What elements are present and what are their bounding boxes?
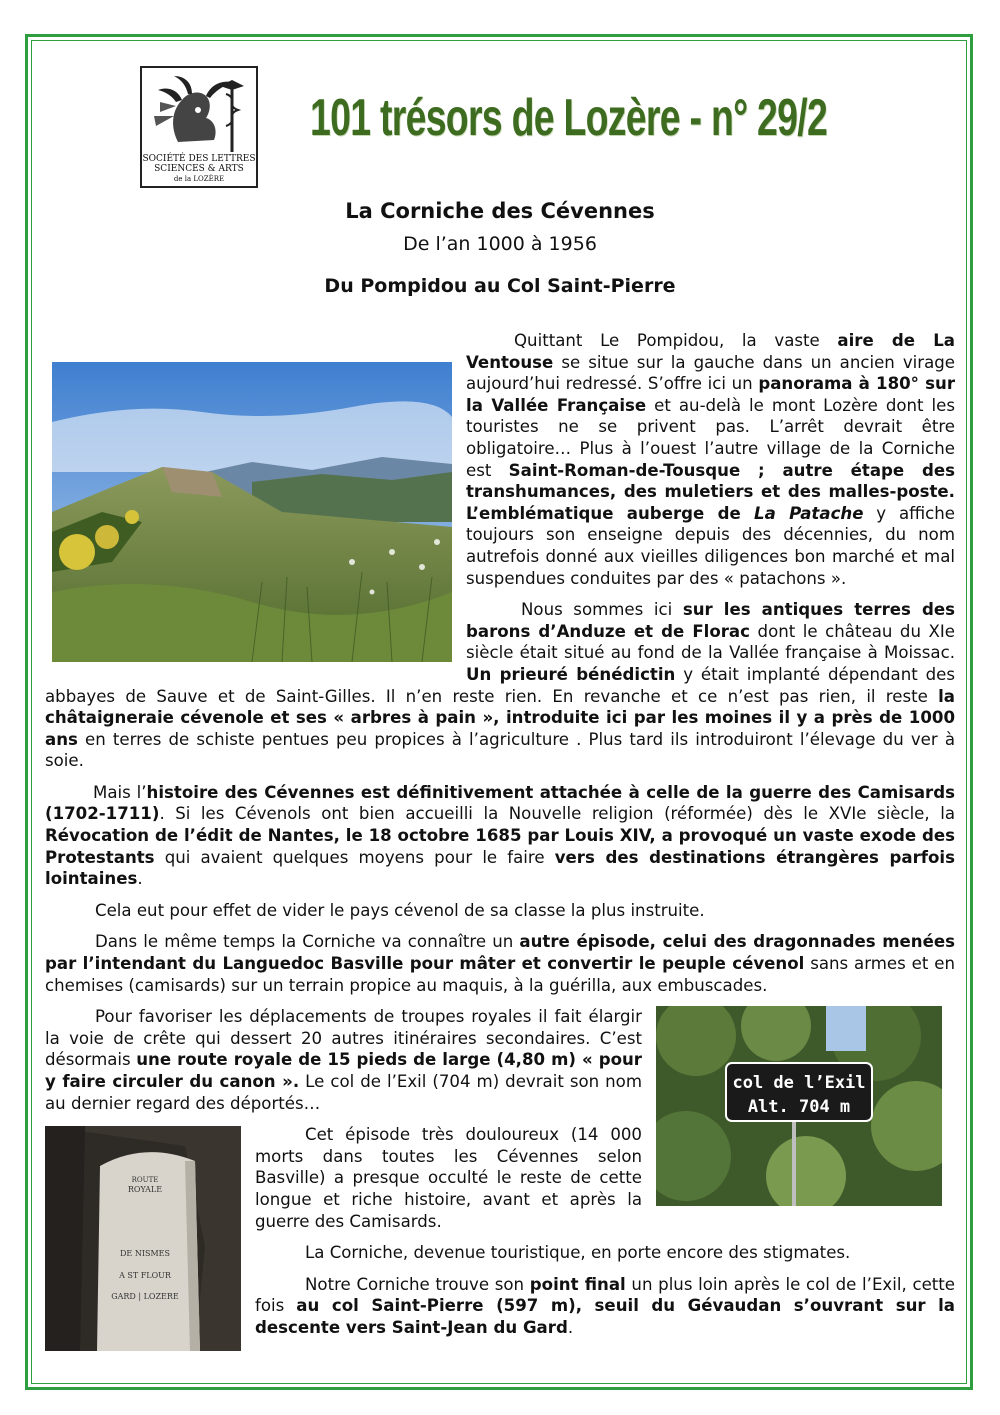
text-run: un plus loin après le col de l’Exil, cette fois <box>255 1274 955 1316</box>
stone-text-5: GARD | LOZERE <box>111 1292 179 1302</box>
text-run: une route royale de 15 pieds de large (4,80 m) « pour y faire circuler du canon ». <box>45 1050 642 1091</box>
text-run: panorama à 180° sur la Vallée Française <box>466 374 955 415</box>
text-run: Quittant Le Pompidou, la vaste <box>514 331 838 350</box>
paragraph-4 <box>45 900 955 922</box>
text-run: se situe sur la gauche dans un ancien virage aujourd’hui redressé. S’offre ici un <box>466 352 955 394</box>
text-run: au col Saint-Pierre (597 m), seuil du Gévaudan s’ouvrant sur la descente vers Saint-Jean du Gard <box>255 1296 955 1337</box>
photo-route-royale-stone <box>45 1126 241 1351</box>
paragraph-5 <box>45 931 955 996</box>
text-run: Révocation de l’édit de Nantes, le 18 octobre 1685 par Louis XIV, a provoqué un vaste exode des Protestants <box>45 826 955 867</box>
text-run: Le col de l’Exil (704 m) devrait son nom au dernier regard des déportés… <box>45 1072 642 1113</box>
article-title: La Corniche des Cévennes <box>345 199 655 223</box>
society-logo <box>140 66 258 188</box>
section-title: Du Pompidou au Col Saint-Pierre <box>324 275 676 297</box>
paragraph-3 <box>45 782 955 890</box>
stone-text-4: A ST FLOUR <box>119 1271 171 1281</box>
text-run: . <box>137 869 143 889</box>
text-run: La Patache <box>754 503 864 523</box>
text-run: point final <box>529 1274 626 1294</box>
article-body <box>45 330 955 1351</box>
logo-text-line: SOCIÉTÉ DES LETTRES <box>142 154 256 164</box>
text-run: Mais l’ <box>93 782 147 802</box>
text-run: dont le château du XIe siècle était situé au fond de la Vallée française à Moissac. <box>466 621 956 663</box>
photo-col-de-l-exil <box>656 1006 942 1206</box>
col-sign-line1: col de l’Exil <box>732 1073 866 1094</box>
text-run: la châtaigneraie cévenole et ses « arbres à pain », introduite ici par les moines il y a près de 1000 ans <box>45 686 955 749</box>
text-run: Nous sommes ici <box>521 600 683 620</box>
text-run: aire de La Ventouse <box>466 331 955 372</box>
text-run: Cet épisode très douloureux (14 000 morts dans toutes les Cévennes selon Basville) a presque occulté le reste de cette longue et riche histoire, avant et après la guerre des Camisards. <box>255 1125 642 1231</box>
text-run: sans armes et en chemises (camisards) sur un terrain propice au maquis, à la guérilla, aux embuscades. <box>45 954 955 995</box>
text-run: Cela eut pour effet de vider le pays cévenol de sa classe la plus instruite. <box>95 900 705 920</box>
text-run: Notre Corniche trouve son <box>305 1274 530 1294</box>
text-run: y affiche toujours son enseigne depuis des décennies, du nom autrefois donné aux vieilles diligences bon marché et mal suspendues conduites par des « patachons ». <box>466 503 956 588</box>
text-run: et au-delà le mont Lozère dont les touristes ne se privent pas. L’arrêt devrait être obligatoire… Plus à l’ouest l’autre village de la Corniche est <box>466 395 956 480</box>
text-run: Dans le même temps la Corniche va connaître un <box>95 932 520 952</box>
text-run: Pour favoriser les déplacements de troupes royales il fait élargir la voie de crête qui dessert 20 autres itinéraires secondaires. C’est désormais <box>45 1007 642 1070</box>
text-run: Saint-Roman-de-Tousque ; autre étape des transhumances, des muletiers et des malles-poste. L’emblématique auberge de <box>466 460 956 523</box>
text-run: . <box>567 1317 574 1337</box>
logo-text-line: SCIENCES & ARTS <box>154 164 244 174</box>
text-run: Un prieuré bénédictin <box>466 664 676 684</box>
text-run: La Corniche, devenue touristique, en porte encore des stigmates. <box>305 1243 851 1263</box>
text-run: y était implanté dépendant des abbayes de Sauve et de Saint-Gilles. Il n’en reste rien. En revanche et ce n’est pas rien, il reste <box>45 664 955 706</box>
hermes-head-icon <box>148 72 250 154</box>
text-run: histoire des Cévennes est définitivement attachée à celle de la guerre des Camisards (1702-1711) <box>45 782 955 824</box>
logo-caption <box>142 154 256 184</box>
page-title: 101 trésors de Lozère - n° 29/2 <box>310 89 828 147</box>
text-run: . Si les Cévenols ont bien accueilli la Nouvelle religion (réformée) dès le XVIe siècle, la <box>159 804 955 824</box>
text-run: autre épisode, celui des dragonnades menées par l’intendant du Languedoc Basville pour mâter et convertir le peuple cévenol <box>45 932 956 974</box>
text-run: qui avaient quelques moyens pour le faire <box>154 847 555 867</box>
text-run: vers des destinations étrangères parfois lointaines <box>45 847 955 889</box>
stone-text-1: ROUTE <box>131 1176 159 1185</box>
stone-text-2: ROYALE <box>127 1185 163 1195</box>
logo-text-line: de la LOZÈRE <box>173 175 225 183</box>
photo-panorama <box>52 362 452 662</box>
col-sign-line2: Alt. 704 m <box>747 1097 851 1118</box>
article-dates: De l’an 1000 à 1956 <box>403 233 597 255</box>
stone-text-3: DE NISMES <box>120 1249 170 1259</box>
text-run: sur les antiques terres des barons d’Anduze et de Florac <box>466 600 955 641</box>
text-run: en terres de schiste pentues peu propices à l’agriculture . Plus tard ils introduiront l’élevage du ver à soie. <box>45 729 955 771</box>
